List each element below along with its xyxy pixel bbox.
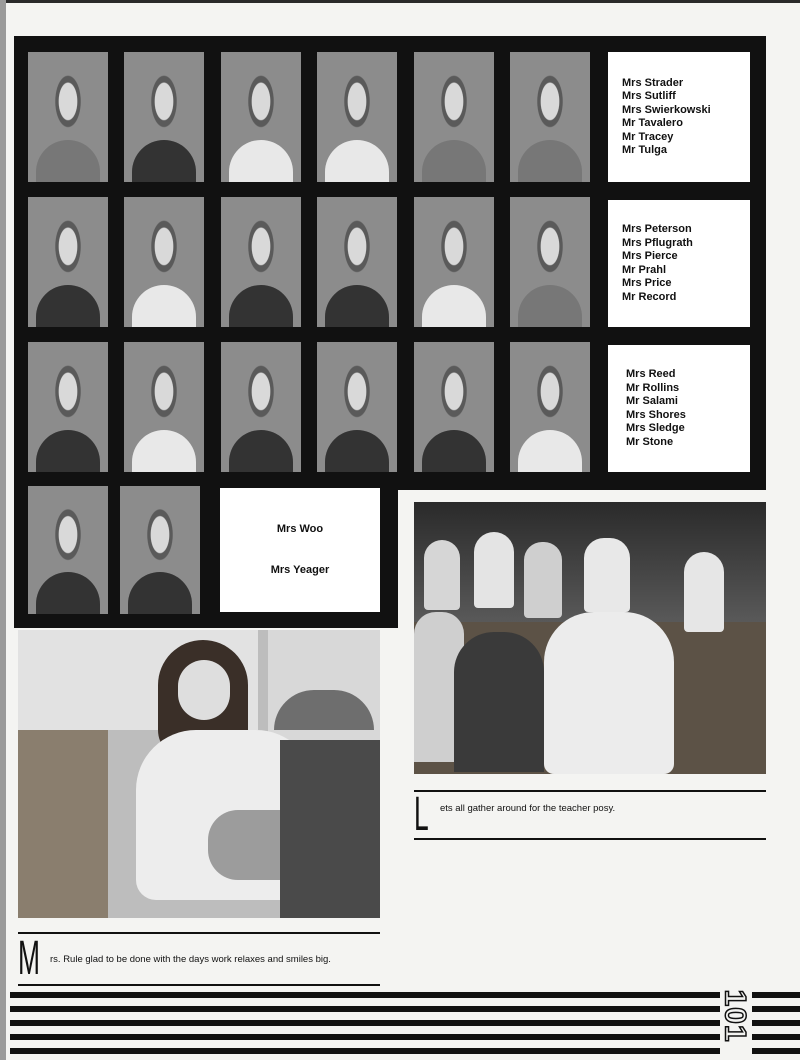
decorative-stripe bbox=[10, 1034, 720, 1040]
mrs-rule-photo bbox=[18, 630, 380, 918]
decorative-stripe bbox=[752, 992, 800, 998]
portrait-photo bbox=[414, 197, 494, 327]
group-photo bbox=[414, 502, 766, 774]
name-list bbox=[220, 488, 380, 612]
portrait-photo bbox=[124, 52, 204, 182]
portrait-photo bbox=[221, 197, 301, 327]
drop-cap: L bbox=[414, 788, 429, 841]
teacher-name: Mrs Swierkowski bbox=[622, 103, 711, 116]
portrait-photo bbox=[317, 197, 397, 327]
portrait-photo bbox=[28, 52, 108, 182]
decorative-stripe bbox=[10, 1020, 720, 1026]
portrait-photo bbox=[317, 342, 397, 472]
portrait-photo bbox=[221, 52, 301, 182]
portrait-photo bbox=[414, 342, 494, 472]
teacher-name: Mr Record bbox=[622, 290, 677, 303]
group-photo-caption bbox=[414, 790, 766, 840]
teacher-name: Mrs Yeager bbox=[270, 564, 330, 576]
decorative-stripe bbox=[10, 1006, 720, 1012]
decorative-stripe bbox=[10, 1048, 720, 1054]
drop-cap: M bbox=[18, 932, 40, 985]
teacher-name: Mr Rollins bbox=[626, 381, 680, 394]
teacher-name: Mr Stone bbox=[626, 435, 674, 448]
portrait-photo bbox=[510, 197, 590, 327]
teacher-name: Mr Tulga bbox=[622, 144, 668, 156]
top-border bbox=[0, 0, 800, 3]
teacher-name: Mrs Sutliff bbox=[622, 90, 676, 102]
teacher-name: Mrs Strader bbox=[622, 76, 684, 89]
portrait-photo bbox=[510, 342, 590, 472]
name-list bbox=[608, 345, 750, 472]
teacher-name: Mrs Pierce bbox=[622, 250, 678, 262]
teacher-name: Mrs Reed bbox=[626, 368, 676, 380]
page-binding-edge bbox=[0, 0, 6, 1060]
portrait-photo bbox=[124, 342, 204, 472]
decorative-stripe bbox=[752, 1034, 800, 1040]
mrs-rule-caption bbox=[18, 932, 380, 986]
teacher-name: Mrs Peterson bbox=[622, 223, 692, 235]
portrait-photo bbox=[28, 197, 108, 327]
portrait-photo bbox=[414, 52, 494, 182]
teacher-name: Mrs Sledge bbox=[626, 422, 685, 434]
decorative-stripe bbox=[10, 992, 720, 998]
portrait-photo bbox=[317, 52, 397, 182]
teacher-name: Mr Prahl bbox=[622, 263, 667, 276]
portrait-photo bbox=[510, 52, 590, 182]
decorative-stripe bbox=[752, 1048, 800, 1054]
teacher-name: Mr Tavalero bbox=[622, 117, 683, 129]
name-list bbox=[608, 200, 750, 327]
teacher-name: Mr Salami bbox=[626, 395, 678, 407]
caption-text: ets all gather around for the teacher posy. bbox=[440, 802, 616, 814]
name-list bbox=[608, 52, 750, 182]
decorative-stripe bbox=[752, 1006, 800, 1012]
teacher-name: Mrs Price bbox=[622, 277, 672, 289]
page-number bbox=[718, 988, 752, 1044]
teacher-name: Mrs Woo bbox=[276, 522, 324, 535]
portrait-photo bbox=[124, 197, 204, 327]
portrait-photo bbox=[28, 342, 108, 472]
teacher-name: Mrs Shores bbox=[626, 408, 686, 421]
caption-text: rs. Rule glad to be done with the days work relaxes and smiles big. bbox=[50, 953, 331, 965]
portrait-photo bbox=[120, 486, 200, 614]
portrait-photo bbox=[221, 342, 301, 472]
portrait-photo bbox=[28, 486, 108, 614]
decorative-stripe bbox=[752, 1020, 800, 1026]
page-number-text: 101 bbox=[719, 989, 752, 1043]
teacher-name: Mrs Pflugrath bbox=[622, 236, 693, 249]
teacher-name: Mr Tracey bbox=[622, 130, 674, 143]
